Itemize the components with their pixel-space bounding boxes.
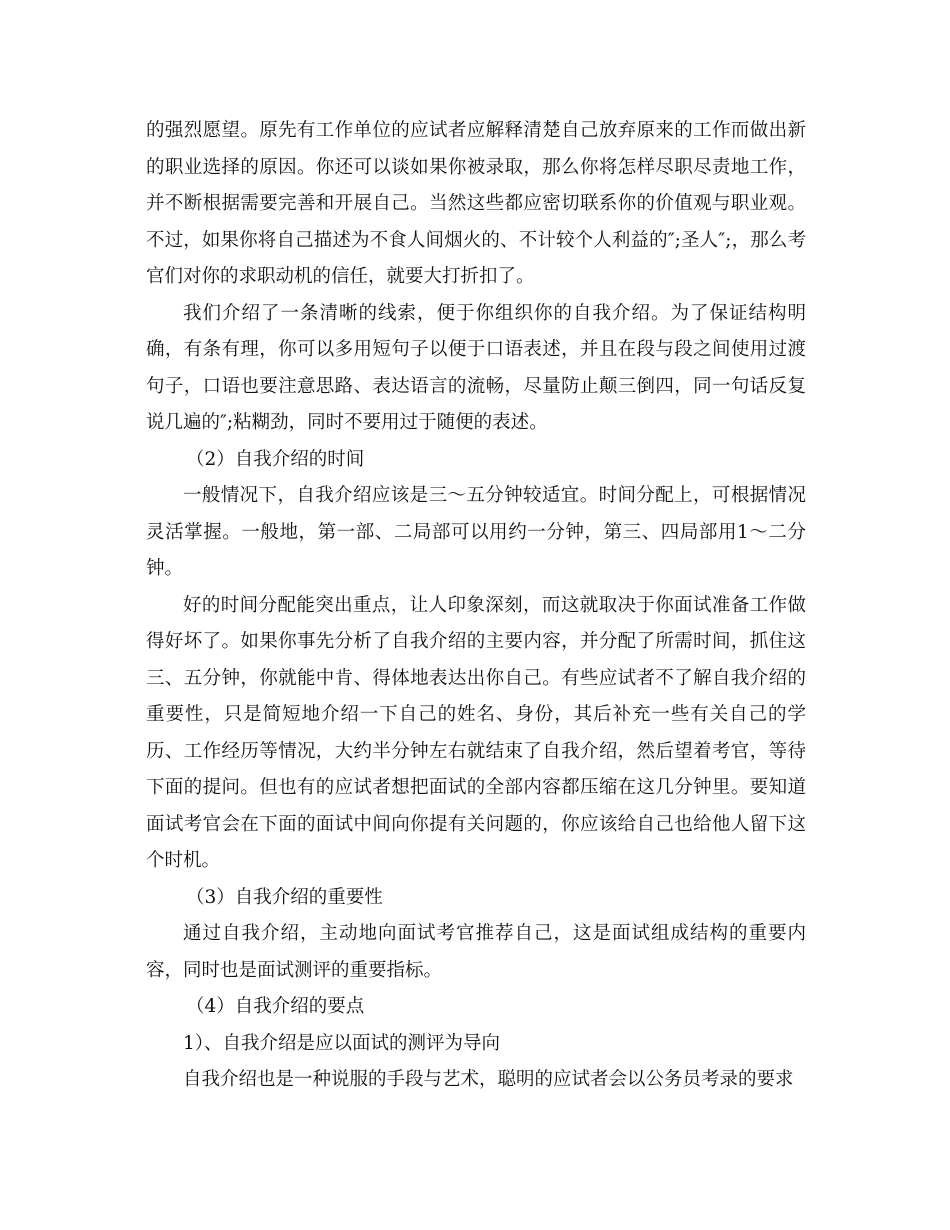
- paragraph-time-allocation: 好的时间分配能突出重点，让人印象深刻，而这就取决于你面试准备工作做得好坏了。如果你事先分析了自我介绍的主要内容，并分配了所需时间，抓住这三、五分钟，你就能中肯、得体地表达出你自己。有些应试者不了解自我介绍的重要性，只是简短地介绍一下自己的姓名、身份，其后补充一些有关自己的学历、工作经历等情况，大约半分钟左右就结束了自我介绍，然后望着考官，等待下面的提问。但也有的应试者想把面试的全部内容都压缩在这几分钟里。要知道面试考官会在下面的面试中间向你提有关问题的，你应该给自己也给他人留下这个时机。: [146, 594, 806, 871]
- section-heading-importance: （3）自我介绍的重要性: [186, 886, 383, 908]
- section-heading-key-points: （4）自我介绍的要点: [186, 996, 365, 1017]
- paragraph-motivation-continued: 的强烈愿望。原先有工作单位的应试者应解释清楚自己放弃原来的工作而做出新的职业选择的原因。你还可以谈如果你被录取，那么你将怎样尽职尽责地工作，并不断根据需要完善和开展自己。当然这些都应密切联系你的价值观与职业观。不过，如果你将自己描述为不食人间烟火的、不计较个人利益的″;圣人″;，那么考官们对你的求职动机的信任，就要大打折扣了。: [146, 120, 806, 287]
- section-heading-time: （2）自我介绍的时间: [186, 448, 365, 470]
- paragraph-persuasion: 自我介绍也是一种说服的手段与艺术，聪明的应试者会以公务员考录的要求: [183, 1069, 794, 1090]
- paragraph-time-general: 一般情况下，自我介绍应该是三～五分钟较适宜。时间分配上，可根据情况灵活掌握。一般地，第一部、二局部可以用约一分钟，第三、四局部用1～二分钟。: [146, 485, 806, 579]
- document-body: [146, 113, 806, 1099]
- paragraph-structure-tips: 我们介绍了一条清晰的线索，便于你组织你的自我介绍。为了保证结构明确，有条有理，你可以多用短句子以便于口语表述，并且在段与段之间使用过渡句子，口语也要注意思路、表达语言的流畅，尽量防止颠三倒四，同一句话反复说几遍的″;粘糊劲，同时不要用过于随便的表述。: [146, 302, 806, 433]
- subheading-evaluation-oriented: 1）、自我介绍是应以面试的测评为导向: [183, 1032, 501, 1054]
- paragraph-importance: 通过自我介绍，主动地向面试考官推荐自己，这是面试组成结构的重要内容，同时也是面试测评的重要指标。: [146, 923, 806, 981]
